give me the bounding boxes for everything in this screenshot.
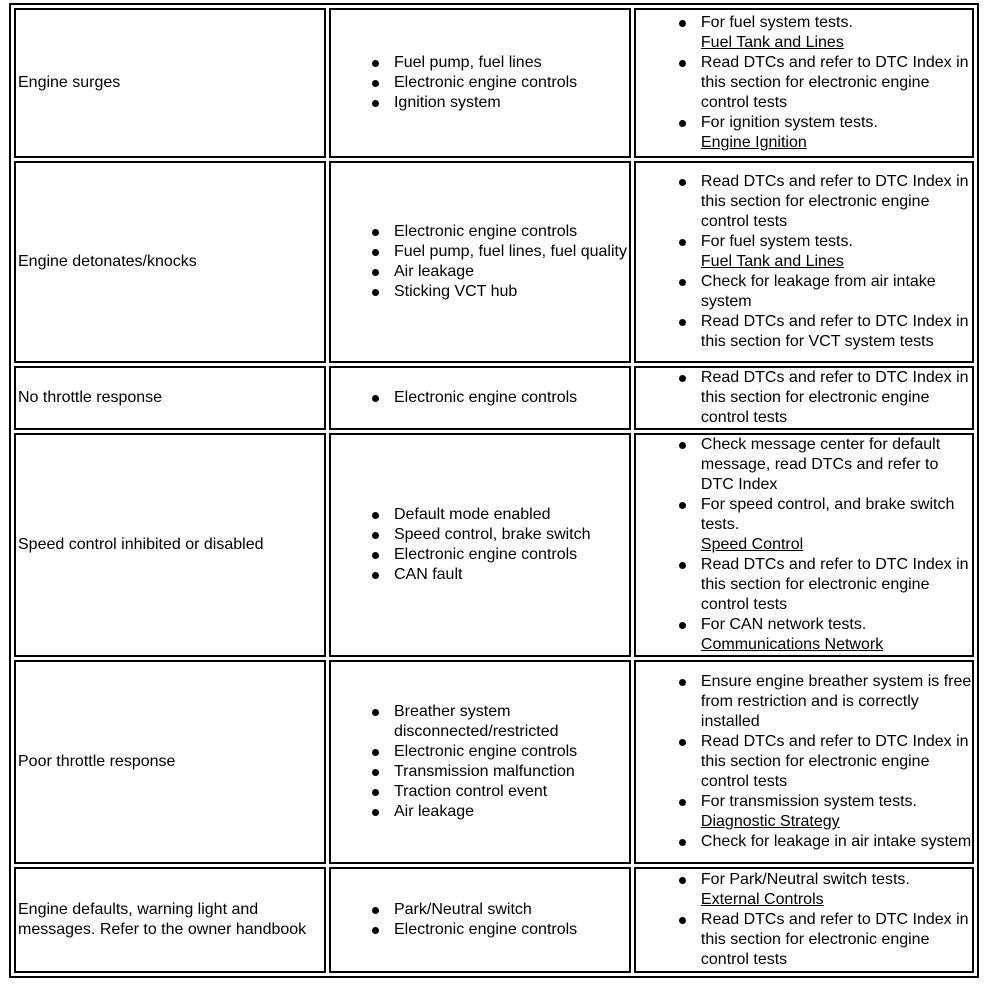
- action-text: Check for leakage in air intake system: [700, 833, 972, 850]
- possible-source-cell: [329, 366, 631, 430]
- action-text: For CAN network tests.: [700, 616, 867, 633]
- reference-link[interactable]: Engine Ignition: [700, 134, 807, 151]
- action-text: For speed control, and brake switch tests.: [700, 496, 955, 533]
- possible-source-item: Transmission malfunction: [372, 762, 629, 782]
- action-item: [679, 792, 972, 832]
- possible-source-item: Speed control, brake switch: [372, 525, 629, 545]
- symptom-cell: Engine detonates/knocks: [14, 161, 326, 363]
- action-cell: [634, 867, 974, 973]
- possible-source-list: [372, 505, 629, 585]
- action-item: [679, 172, 972, 232]
- action-cell: [634, 433, 974, 657]
- possible-source-item: Fuel pump, fuel lines: [372, 53, 629, 73]
- reference-link[interactable]: Diagnostic Strategy: [700, 813, 840, 830]
- table-row: [14, 433, 974, 657]
- symptom-rows: [14, 8, 974, 973]
- table-row: [14, 867, 974, 973]
- action-text: Read DTCs and refer to DTC Index in this section for electronic engine control tests: [700, 173, 969, 230]
- possible-source-item: Default mode enabled: [372, 505, 629, 525]
- action-item: [679, 113, 972, 153]
- possible-source-item: Electronic engine controls: [372, 222, 629, 242]
- possible-source-item: Fuel pump, fuel lines, fuel quality: [372, 242, 629, 262]
- action-item: [679, 555, 972, 615]
- action-item: [679, 312, 972, 352]
- action-cell: [634, 366, 974, 430]
- action-list: [679, 13, 972, 153]
- symptom-cell: Engine surges: [14, 8, 326, 158]
- possible-source-list: [372, 388, 629, 408]
- possible-source-item: Park/Neutral switch: [372, 900, 629, 920]
- table-row: [14, 660, 974, 864]
- possible-source-cell: [329, 161, 631, 363]
- possible-source-item: CAN fault: [372, 565, 629, 585]
- table-row: [14, 161, 974, 363]
- action-text: For Park/Neutral switch tests.: [700, 871, 910, 888]
- possible-source-item: Sticking VCT hub: [372, 282, 629, 302]
- reference-link[interactable]: Communications Network: [700, 636, 884, 653]
- symptom-cell: Engine defaults, warning light and messages. Refer to the owner handbook: [14, 867, 326, 973]
- table-row: [14, 366, 974, 430]
- action-text: Check for leakage from air intake system: [700, 273, 936, 310]
- action-item: [679, 435, 972, 495]
- action-list: [679, 672, 972, 852]
- possible-source-item: Electronic engine controls: [372, 920, 629, 940]
- symptom-chart-table: [9, 3, 979, 978]
- action-item: [679, 13, 972, 53]
- possible-source-list: [372, 900, 629, 940]
- action-cell: [634, 161, 974, 363]
- action-text: Read DTCs and refer to DTC Index in this section for electronic engine control tests: [700, 54, 969, 111]
- action-text: Read DTCs and refer to DTC Index in this section for electronic engine control tests: [700, 911, 969, 968]
- possible-source-list: [372, 53, 629, 113]
- action-item: [679, 615, 972, 655]
- action-text: Ensure engine breather system is free from restriction and is correctly installed: [700, 673, 972, 730]
- action-text: For fuel system tests.: [700, 233, 853, 250]
- possible-source-item: Air leakage: [372, 262, 629, 282]
- action-list: [679, 870, 972, 970]
- action-item: [679, 368, 972, 428]
- possible-source-item: Air leakage: [372, 802, 629, 822]
- diagnosis-table-page: [9, 3, 979, 978]
- possible-source-cell: [329, 867, 631, 973]
- action-text: For ignition system tests.: [700, 114, 878, 131]
- action-list: [679, 435, 972, 655]
- action-cell: [634, 660, 974, 864]
- action-item: [679, 832, 972, 852]
- action-item: [679, 910, 972, 970]
- action-item: [679, 53, 972, 113]
- symptom-cell: Speed control inhibited or disabled: [14, 433, 326, 657]
- symptom-cell: No throttle response: [14, 366, 326, 430]
- reference-link[interactable]: External Controls: [700, 891, 824, 908]
- action-list: [679, 172, 972, 352]
- action-text: Check message center for default message, read DTCs and refer to DTC Index: [700, 436, 941, 493]
- action-item: [679, 272, 972, 312]
- action-item: [679, 732, 972, 792]
- action-item: [679, 870, 972, 910]
- possible-source-item: Electronic engine controls: [372, 388, 629, 408]
- possible-source-cell: [329, 433, 631, 657]
- action-text: For transmission system tests.: [700, 793, 917, 810]
- possible-source-item: Electronic engine controls: [372, 742, 629, 762]
- action-list: [679, 368, 972, 428]
- action-text: Read DTCs and refer to DTC Index in this section for electronic engine control tests: [700, 556, 969, 613]
- possible-source-list: [372, 222, 629, 302]
- symptom-cell: Poor throttle response: [14, 660, 326, 864]
- reference-link[interactable]: Speed Control: [700, 536, 804, 553]
- action-text: Read DTCs and refer to DTC Index in this section for VCT system tests: [700, 313, 969, 350]
- possible-source-item: Traction control event: [372, 782, 629, 802]
- action-text: Read DTCs and refer to DTC Index in this section for electronic engine control tests: [700, 369, 969, 426]
- possible-source-item: Breather system disconnected/restricted: [372, 702, 629, 742]
- action-text: For fuel system tests.: [700, 14, 853, 31]
- action-item: [679, 495, 972, 555]
- possible-source-cell: [329, 8, 631, 158]
- possible-source-cell: [329, 660, 631, 864]
- action-item: [679, 672, 972, 732]
- reference-link[interactable]: Fuel Tank and Lines: [700, 34, 844, 51]
- possible-source-item: Electronic engine controls: [372, 73, 629, 93]
- reference-link[interactable]: Fuel Tank and Lines: [700, 253, 844, 270]
- action-item: [679, 232, 972, 272]
- table-row: [14, 8, 974, 158]
- action-cell: [634, 8, 974, 158]
- possible-source-item: Electronic engine controls: [372, 545, 629, 565]
- possible-source-item: Ignition system: [372, 93, 629, 113]
- action-text: Read DTCs and refer to DTC Index in this section for electronic engine control tests: [700, 733, 969, 790]
- possible-source-list: [372, 702, 629, 822]
